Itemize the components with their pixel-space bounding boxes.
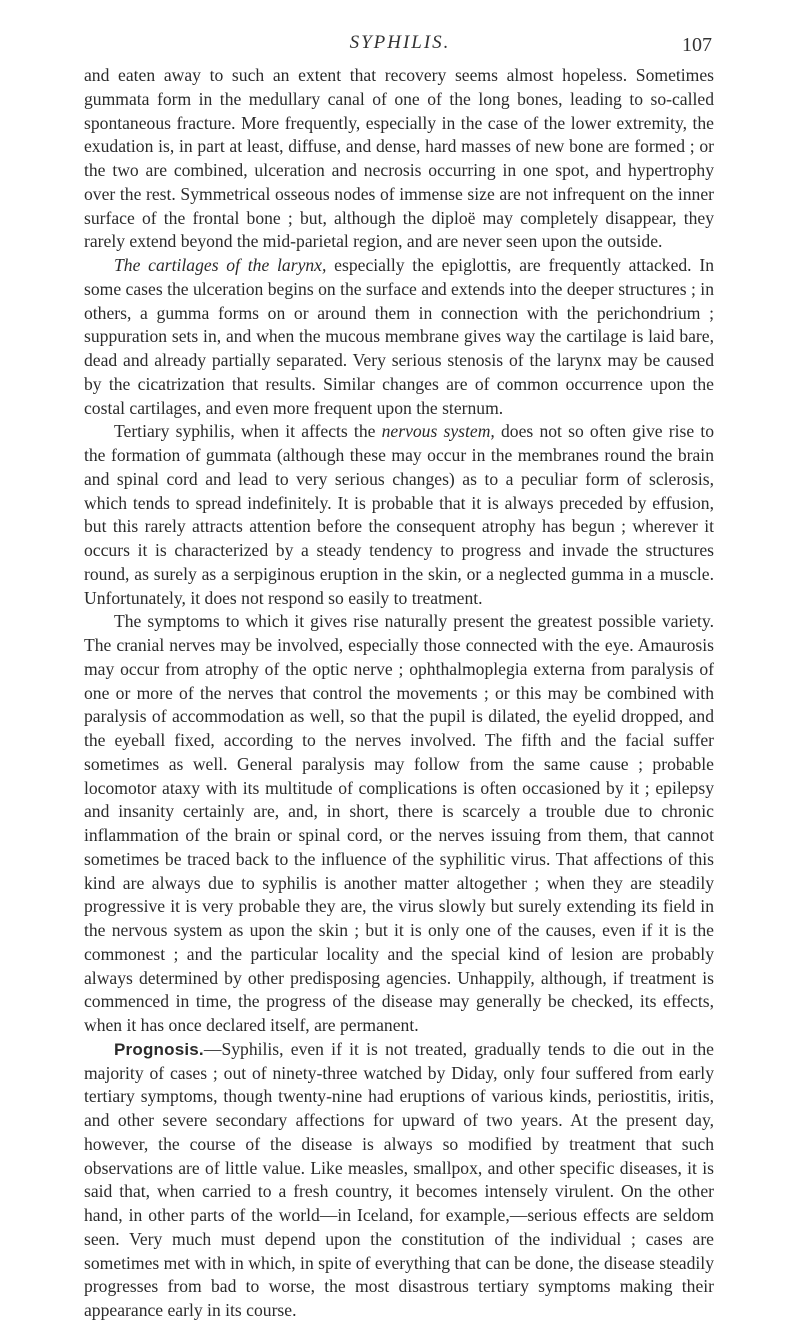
paragraph-lead: Tertiary syphilis, when it affects the bbox=[114, 421, 382, 442]
paragraph-bone-lesions bbox=[84, 64, 714, 254]
paragraph-text: especially the epiglottis, are frequently attacked. In some cases the ulceration begins on the surface and extends into the deeper structures ; in others, a gumma forms on or around them in connection with the perichondrium ; suppuration sets in, and when the mucous membrane gives way the cartilage is laid bare, dead and already partially separated. Very serious stenosis of the larynx may be caused by the cicatrization that results. Similar changes are of common occurrence upon the costal cartilages, and even more frequent upon the sternum. bbox=[84, 255, 715, 418]
paragraph-text: and eaten away to such an extent that recovery seems almost hopeless. Sometimes gummata form in the medullary canal of one of the long bones, leading to so-called spontaneous fracture. More frequently, especially in the case of the lower extremity, the exudation is, in part at least, diffuse, and dense, hard masses of new bone are formed ; or the two are combined, ulceration and necrosis occurring in one spot, and hypertrophy over the rest. Symmetrical osseous nodes of immense size are not infrequent on the inner surface of the frontal bone ; but, although the diploë may completely disappear, they rarely extend beyond the mid-parietal region, and are never seen upon the outside. bbox=[84, 65, 714, 252]
paragraph-symptoms bbox=[84, 610, 714, 1038]
page-number: 107 bbox=[682, 34, 712, 56]
running-head bbox=[0, 30, 800, 60]
running-title: SYPHILIS. bbox=[349, 32, 451, 53]
italic-nervous-system: nervous system, bbox=[381, 421, 495, 442]
section-heading-prognosis: Prognosis. bbox=[114, 1039, 204, 1059]
paragraph-text: The symptoms to which it gives rise naturally present the greatest possible variety. The cranial nerves may be involved, especially those connected with the eye. Amaurosis may occur from atrophy of the optic nerve ; ophthalmoplegia externa from paralysis of one or more of the nerves that control the movements ; or this may be combined with paralysis of accommodation as well, so that the pupil is dilated, the eyelid dropped, and the eyeball fixed, according to the nerves involved. The fifth and the facial suffer sometimes as well. General paralysis may follow from the same cause ; probable locomotor ataxy with its multitude of complications is often occasioned by it ; epilepsy and insanity certainly are, and, in short, there is scarcely a trouble due to chronic inflammation of the brain or spinal cord, or the nerves issuing from them, that cannot sometimes be traced back to the influence of the syphilitic virus. That affections of this kind are always due to syphilis is another matter altogether ; when they are steadily progressive it is very probable they are, the virus slowly but surely extending its field in the nervous system as upon the skin ; but it is only one of the causes, even if it is the commonest ; and the particular locality and the special kind of lesion are probably always determined by other predisposing agencies. Unhappily, although, if treatment is commenced in time, the progress of the disease may generally be checked, its effects, when it has once declared itself, are permanent. bbox=[84, 611, 714, 1035]
paragraph-text: does not so often give rise to the formation of gummata (although these may occur in the membranes round the brain and spinal cord and lead to very serious changes) as to a peculiar form of sclerosis, which tends to spread indefinitely. It is probable that it is always preceded by effusion, but this rarely attracts attention before the consequent atrophy has begun ; wherever it occurs it is characterized by a steady tendency to progress and invade the structures round, as surely as a serpiginous eruption in the skin, or a neglected gumma in a muscle. Unfortunately, it does not respond so easily to treatment. bbox=[84, 421, 715, 608]
paragraph-prognosis bbox=[84, 1038, 714, 1323]
paragraph-larynx-cartilages bbox=[84, 254, 714, 420]
paragraph-text: —Syphilis, even if it is not treated, gradually tends to die out in the majority of cases ; out of ninety-three watched by Diday, only four suffered from early tertiary symptoms, though twenty-nine had eruptions of various kinds, periostitis, iritis, and other severe secondary affections for upward of two years. At the present day, however, the course of the disease is always so modified by treatment that such observations are of little value. Like measles, smallpox, and other specific diseases, it is said that, when carried to a fresh country, it becomes intensely virulent. On the other hand, in other parts of the world—in Iceland, for example,—serious effects are seldom seen. Very much must depend upon the constitution of the individual ; cases are sometimes met with in which, in spite of everything that can be done, the disease steadily progresses from bad to worse, the most disastrous tertiary symptoms making their appearance early in its course. bbox=[84, 1038, 714, 1320]
italic-lead-cartilages: The cartilages of the larynx, bbox=[114, 255, 327, 275]
paragraph-nervous-system bbox=[84, 420, 714, 610]
body-text bbox=[84, 64, 714, 1323]
